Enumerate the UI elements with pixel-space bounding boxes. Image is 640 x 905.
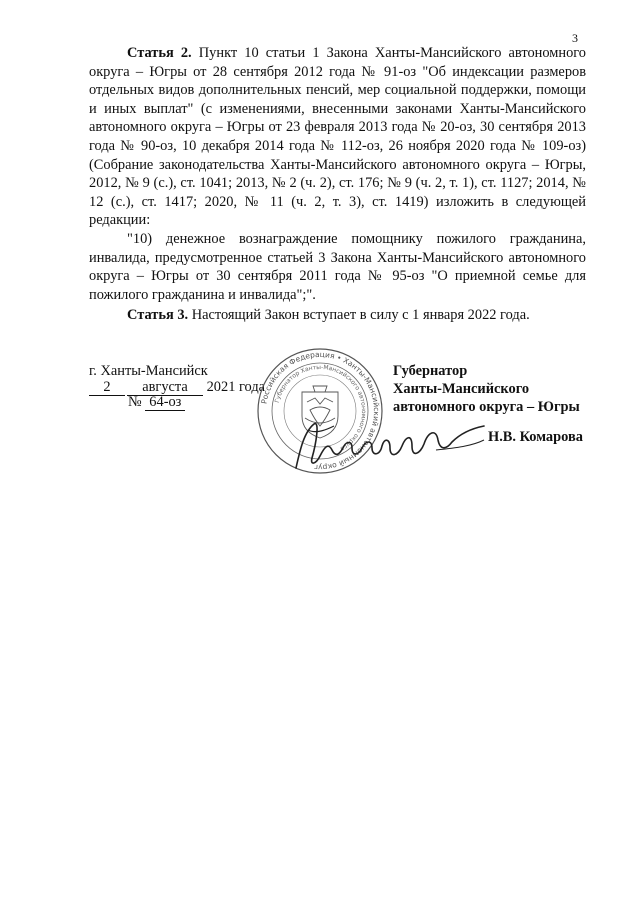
governor-title [393,362,580,416]
article-2-body: Пункт 10 статьи 1 Закона Ханты-Мансийского автономного округа – Югры от 28 сентября 2012 года № 91-оз "Об индексации размеров отдельных видов дополнительных пенсий, мер социальной поддержки, помощи и иных выплат" (с изменениями, внесенными законами Ханты-Мансийского автономного округа – Югры от 23 февраля 2013 года № 20-оз, 30 сентября 2013 года № 90-оз, 10 декабря 2014 года № 112-оз, 26 ноября 2020 года № 109-оз) (Собрание законодательства Ханты-Мансийского автономного округа – Югры, 2012, № 9 (с.), ст. 1041; 2013, № 2 (ч. 2), ст. 176; № 9 (ч. 2, т. 1), ст. 1127; 2014, № 12 (с.), ст. 1417; 2020, № 11 (ч. 2, т. 3), ст. 1419) изложить в следующей редакции: [89,45,586,229]
governor-signature [286,410,486,480]
page-number: 3 [572,31,578,45]
signing-day: 2 [89,380,125,396]
signing-place: г. Ханты-Мансийск [89,363,208,379]
governor-title-line-2: Ханты-Мансийского [393,381,530,397]
governor-name: Н.В. Комарова [488,429,583,445]
article-3-heading: Статья 3. [127,307,189,323]
governor-title-line-1: Губернатор [393,363,468,379]
law-number-prefix: № [128,394,142,410]
article-2 [89,44,586,304]
seal-inner-text: Губернатор Ханты-Мансийского автономного округа [273,363,368,453]
signing-year: 2021 года [206,379,266,395]
law-number [128,393,185,411]
article-3-body: Настоящий Закон вступает в силу с 1 января 2022 года. [188,307,530,323]
governor-title-line-3: автономного округа – Югры [393,399,580,415]
article-2-paragraph [89,44,586,230]
signing-month: августа [127,380,203,396]
law-number-value: 64-оз [145,395,185,411]
article-2-heading: Статья 2. [127,45,192,61]
article-3 [89,306,586,325]
article-2-quote: "10) денежное вознаграждение помощнику пожилого гражданина, инвалида, предусмотренное статьей 3 Закона Ханты-Мансийского автономного округа – Югры от 30 сентября 2011 года № 95-оз "О приемной семье для пожилого гражданина и инвалида";". [89,230,586,303]
seal-outer-text: Российская Федерация • Ханты-Мансийский автономный округ [259,349,382,473]
